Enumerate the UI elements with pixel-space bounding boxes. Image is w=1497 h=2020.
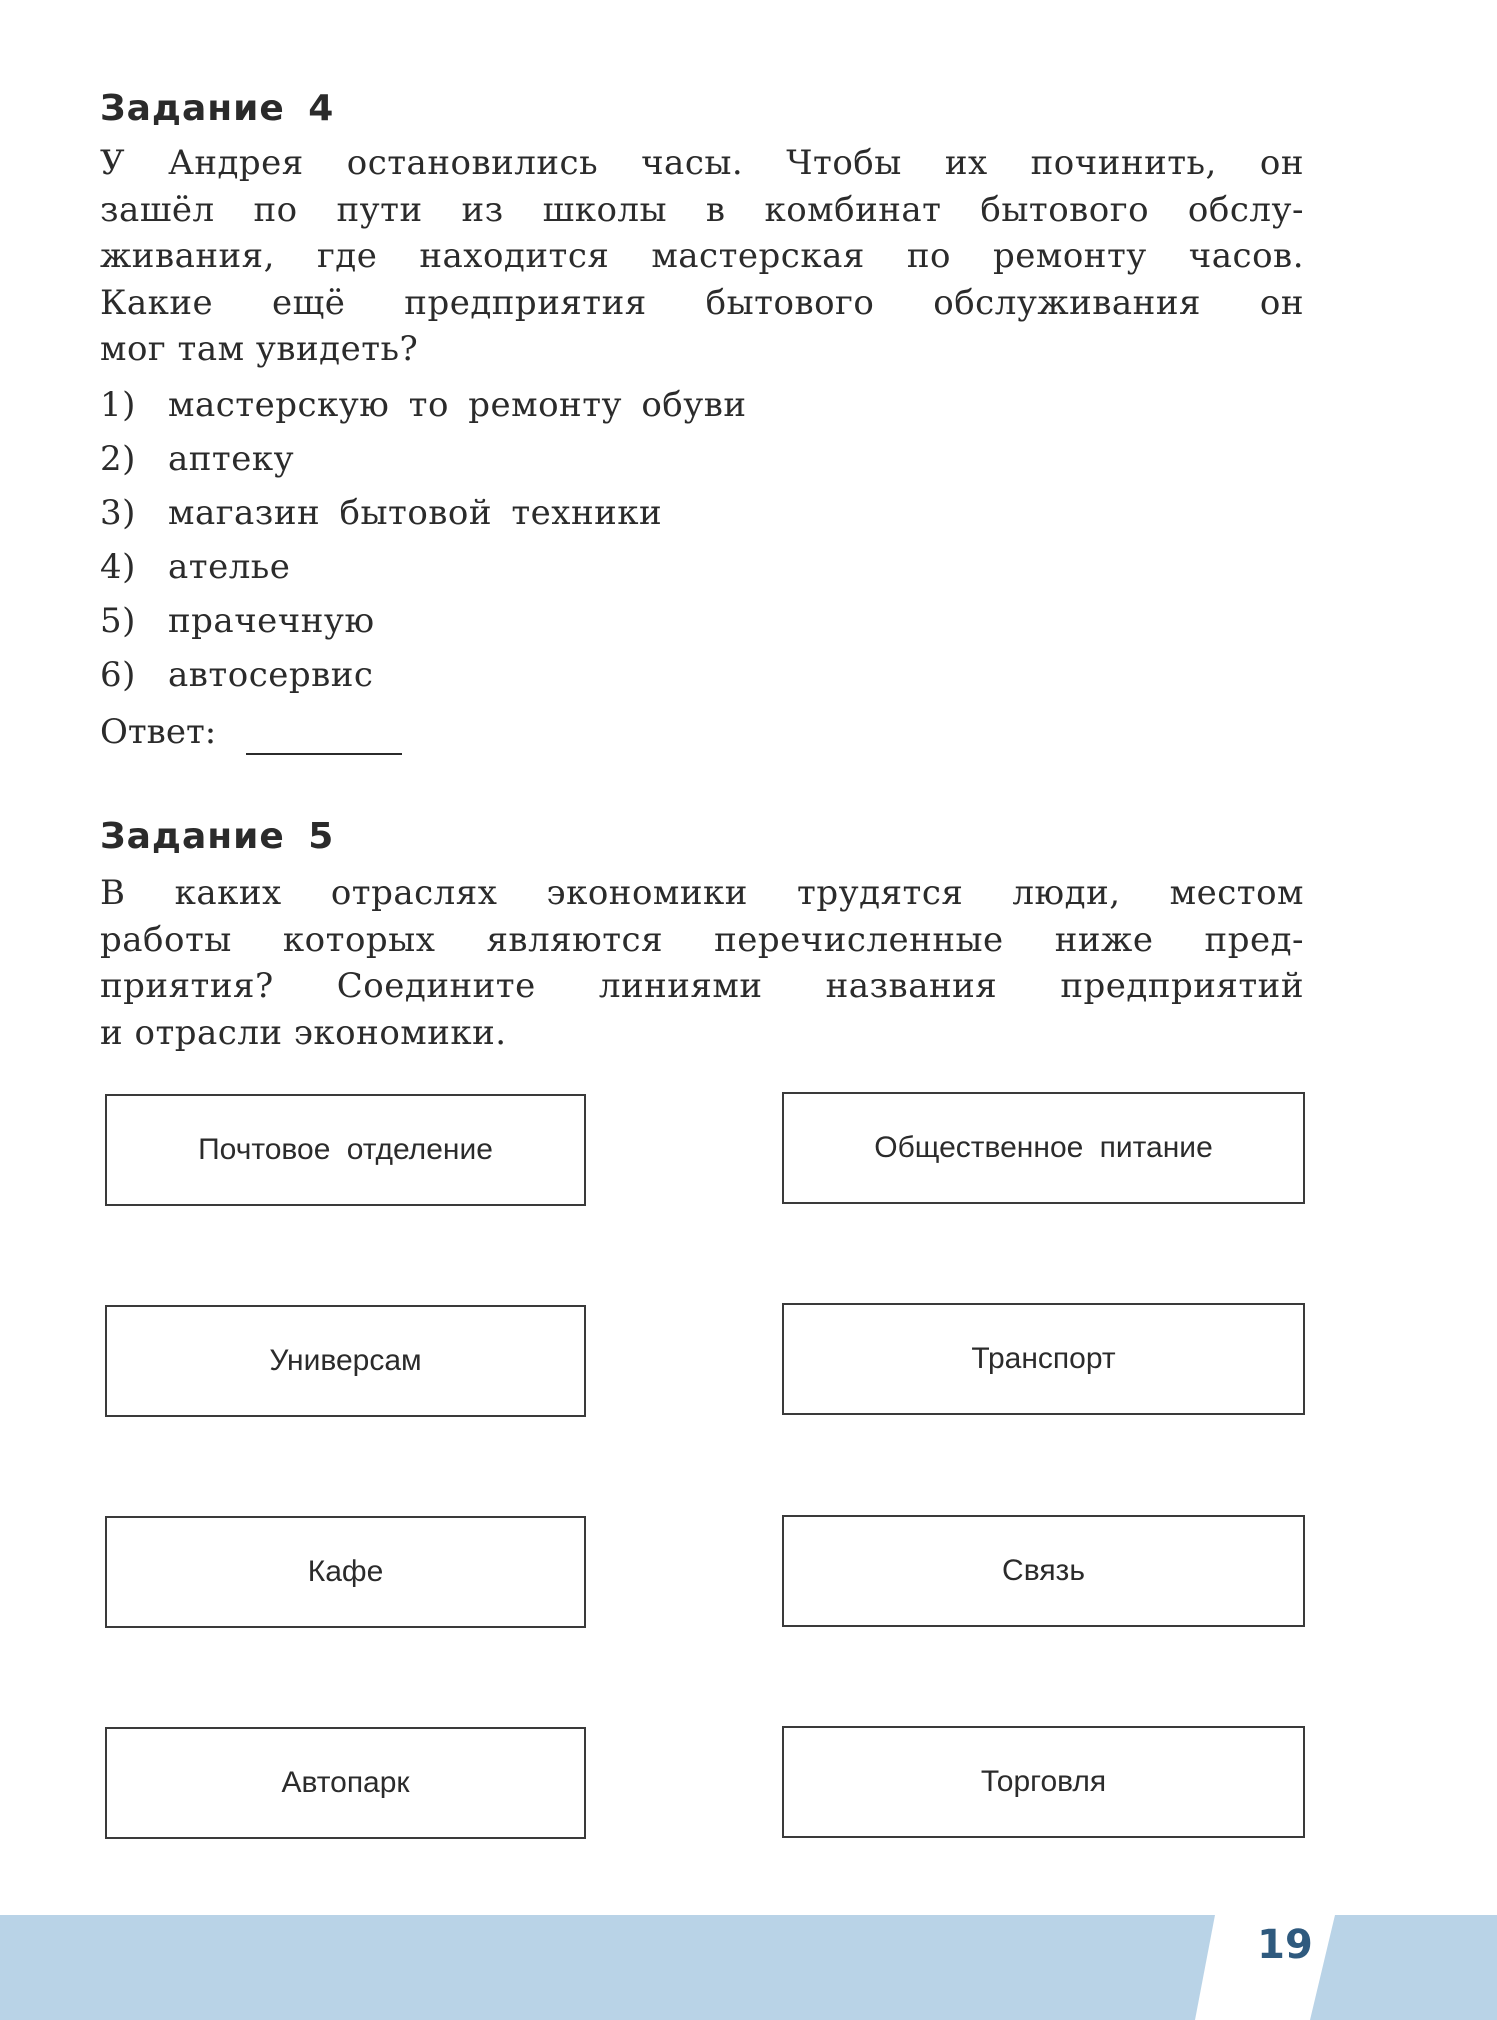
option-text: мастерскую то ремонту обуви: [168, 385, 747, 425]
task-4-text-line: У Андрея остановились часы. Чтобы их починить, он: [100, 143, 1304, 183]
option-text: ателье: [168, 547, 291, 587]
option-number: 4): [100, 547, 136, 587]
task-5-text-line: приятия? Соедините линиями названия предприятий: [100, 966, 1304, 1006]
enterprise-box-cafe[interactable]: Кафе: [105, 1516, 586, 1628]
option-text: аптеку: [168, 439, 295, 479]
enterprise-box-bus-depot[interactable]: Автопарк: [105, 1727, 586, 1839]
option-number: 2): [100, 439, 136, 479]
industry-box-catering[interactable]: Общественное питание: [782, 1092, 1305, 1204]
option-item: [100, 486, 747, 540]
industry-box-trade[interactable]: Торговля: [782, 1726, 1305, 1838]
task-5-text-line: работы которых являются перечисленные ниже пред-: [100, 919, 1304, 960]
option-text: прачечную: [168, 601, 375, 641]
task-4-options: [100, 378, 747, 702]
option-item: [100, 648, 747, 702]
option-number: 1): [100, 385, 136, 425]
answer-label: Ответ:: [100, 712, 217, 752]
option-item: [100, 432, 747, 486]
task-5-text-line: В каких отраслях экономики трудятся люди, местом: [100, 873, 1304, 913]
task-5-text-line: и отрасли экономики.: [100, 1012, 507, 1053]
task-4-title: Задание 4: [100, 88, 335, 129]
task-5-title: Задание 5: [100, 816, 335, 857]
option-item: [100, 594, 747, 648]
task-5-question: [100, 870, 1304, 1056]
option-item: [100, 378, 747, 432]
option-item: [100, 540, 747, 594]
industry-box-communication[interactable]: Связь: [782, 1515, 1305, 1627]
answer-row: [100, 712, 402, 755]
page-number: 19: [1257, 1922, 1313, 1968]
option-text: автосервис: [168, 655, 374, 695]
option-number: 6): [100, 655, 136, 695]
task-4-text-line: мог там увидеть?: [100, 329, 419, 369]
option-number: 3): [100, 493, 136, 533]
option-number: 5): [100, 601, 136, 641]
task-4-question: [100, 140, 1304, 373]
option-text: магазин бытовой техники: [168, 493, 663, 533]
enterprise-box-post-office[interactable]: Почтовое отделение: [105, 1094, 586, 1206]
task-4-text-line: зашёл по пути из школы в комбинат бытового обслу-: [100, 189, 1304, 230]
answer-blank[interactable]: [246, 753, 402, 755]
enterprise-box-supermarket[interactable]: Универсам: [105, 1305, 586, 1417]
task-4-text-line: живания, где находится мастерская по ремонту часов.: [100, 236, 1304, 276]
industry-box-transport[interactable]: Транспорт: [782, 1303, 1305, 1415]
task-4-text-line: Какие ещё предприятия бытового обслуживания он: [100, 282, 1304, 323]
